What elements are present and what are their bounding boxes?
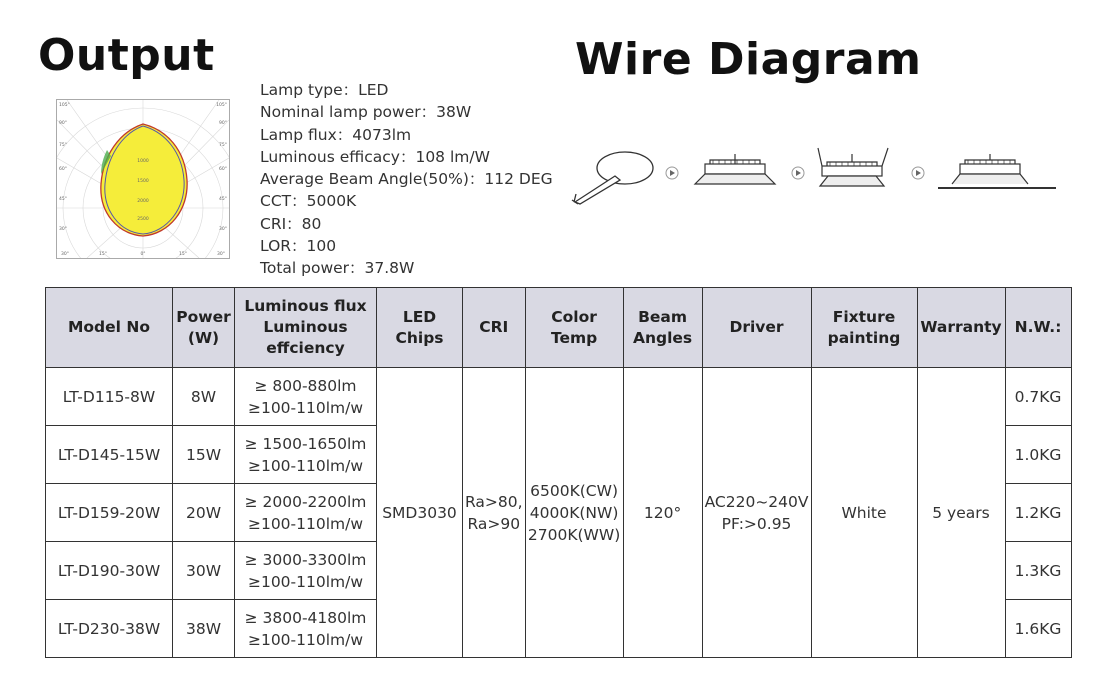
polar-label: 105° xyxy=(216,103,227,108)
cell-power: 20W xyxy=(173,484,235,542)
cell-power: 30W xyxy=(173,542,235,600)
cell-cri-line: Ra>90 xyxy=(467,514,521,533)
cell-model: LT-D159-20W xyxy=(46,484,173,542)
downlight-step-3 xyxy=(938,154,1056,188)
downlight-step-2 xyxy=(818,148,888,186)
polar-label: 45° xyxy=(59,197,67,202)
spec-line: Luminous efficacy：108 lm/W xyxy=(260,147,490,166)
header-led-chips: LED Chips xyxy=(377,288,463,368)
cell-cri-line: Ra>80, xyxy=(465,492,523,511)
header-luminous-flux: Luminous flux xyxy=(244,297,367,315)
downlight-step-1 xyxy=(695,154,775,184)
cell-driver-line: AC220~240V xyxy=(704,492,809,511)
polar-label: 0° xyxy=(140,252,146,257)
header-efficiency: effciency xyxy=(266,339,345,357)
installation-diagram xyxy=(570,140,1060,210)
polar-label: 60° xyxy=(59,167,67,172)
header-beam-angles: Beam Angles xyxy=(623,288,702,368)
output-heading: Output xyxy=(38,30,215,81)
polar-label: 1000 xyxy=(137,159,149,164)
product-spec-table xyxy=(45,287,1072,658)
lamp-specs xyxy=(260,79,553,280)
cell-flux-line: ≥ 1500-1650lm xyxy=(244,434,367,453)
cell-flux xyxy=(235,426,377,484)
cell-flux-line: ≥ 800-880lm xyxy=(254,376,357,395)
polar-label: 15° xyxy=(179,252,187,257)
cell-model: LT-D115-8W xyxy=(46,368,173,426)
header-fixture-painting: Fixture painting xyxy=(811,288,917,368)
cell-nw: 1.2KG xyxy=(1005,484,1071,542)
polar-label: 30° xyxy=(217,252,225,257)
header-luminous-2: Luminous xyxy=(263,318,348,336)
polar-label: 15° xyxy=(99,252,107,257)
polar-label: 105° xyxy=(59,103,70,108)
polar-label: 2500 xyxy=(137,217,149,222)
header-nw: N.W.: xyxy=(1005,288,1071,368)
cell-nw: 1.3KG xyxy=(1005,542,1071,600)
polar-label: 60° xyxy=(219,167,227,172)
header-model: Model No xyxy=(46,288,173,368)
cell-led-chips: SMD3030 xyxy=(377,368,463,658)
header-color-temp: Color Temp xyxy=(525,288,623,368)
table-row xyxy=(46,368,1072,426)
cell-flux-line: ≥100-110lm/w xyxy=(247,572,364,591)
polar-label: 75° xyxy=(59,143,67,148)
polar-label: 75° xyxy=(219,143,227,148)
cell-color-temp-line: 6500K(CW) xyxy=(530,481,618,500)
cell-flux-line: ≥ 2000-2200lm xyxy=(244,492,367,511)
step-arrow-2 xyxy=(792,167,804,179)
polar-label: 2000 xyxy=(137,199,149,204)
cell-flux-line: ≥100-110lm/w xyxy=(247,456,364,475)
cell-flux-line: ≥ 3000-3300lm xyxy=(244,550,367,569)
polar-label: 30° xyxy=(61,252,69,257)
polar-label: 1500 xyxy=(137,179,149,184)
cell-flux xyxy=(235,600,377,658)
table-header-row xyxy=(46,288,1072,368)
cell-flux-line: ≥100-110lm/w xyxy=(247,630,364,649)
cell-flux xyxy=(235,368,377,426)
step-arrow-1 xyxy=(666,167,678,179)
cell-color-temp-line: 4000K(NW) xyxy=(529,503,619,522)
cell-beam-angle: 120° xyxy=(623,368,702,658)
cell-flux-line: ≥100-110lm/w xyxy=(247,514,364,533)
wire-diagram-heading: Wire Diagram xyxy=(575,34,922,85)
header-luminous xyxy=(235,288,377,368)
cell-nw: 0.7KG xyxy=(1005,368,1071,426)
cell-nw: 1.6KG xyxy=(1005,600,1071,658)
spec-line: Nominal lamp power：38W xyxy=(260,103,472,122)
cell-power: 8W xyxy=(173,368,235,426)
spec-line: Total power：37.8W xyxy=(260,259,415,278)
header-warranty: Warranty xyxy=(917,288,1005,368)
spec-line: Average Beam Angle(50%)：112 DEG xyxy=(260,170,553,189)
cell-power: 15W xyxy=(173,426,235,484)
hand-tool-illustration xyxy=(572,152,653,204)
header-cri: CRI xyxy=(463,288,526,368)
cell-flux xyxy=(235,484,377,542)
header-power: Power (W) xyxy=(173,288,235,368)
cell-color-temp xyxy=(525,368,623,658)
spec-line: CCT：5000K xyxy=(260,192,357,211)
spec-line: LOR：100 xyxy=(260,237,337,256)
cell-model: LT-D230-38W xyxy=(46,600,173,658)
cell-model: LT-D190-30W xyxy=(46,542,173,600)
spec-line: Lamp flux：4073lm xyxy=(260,125,412,144)
polar-label: 45° xyxy=(219,197,227,202)
cell-flux xyxy=(235,542,377,600)
cell-painting: White xyxy=(811,368,917,658)
polar-label: 90° xyxy=(59,121,67,126)
polar-label: 90° xyxy=(219,121,227,126)
polar-label: 30° xyxy=(59,227,67,232)
polar-label: 30° xyxy=(219,227,227,232)
cell-model: LT-D145-15W xyxy=(46,426,173,484)
polar-distribution-diagram xyxy=(56,99,230,259)
header-driver: Driver xyxy=(702,288,811,368)
cell-nw: 1.0KG xyxy=(1005,426,1071,484)
spec-line: CRI：80 xyxy=(260,214,322,233)
cell-cri xyxy=(463,368,526,658)
cell-driver xyxy=(702,368,811,658)
cell-driver-line: PF:>0.95 xyxy=(721,514,792,533)
cell-color-temp-line: 2700K(WW) xyxy=(527,525,621,544)
cell-flux-line: ≥ 3800-4180lm xyxy=(244,608,367,627)
cell-power: 38W xyxy=(173,600,235,658)
step-arrow-3 xyxy=(912,167,924,179)
cell-warranty: 5 years xyxy=(917,368,1005,658)
spec-line: Lamp type：LED xyxy=(260,81,389,99)
cell-flux-line: ≥100-110lm/w xyxy=(247,398,364,417)
